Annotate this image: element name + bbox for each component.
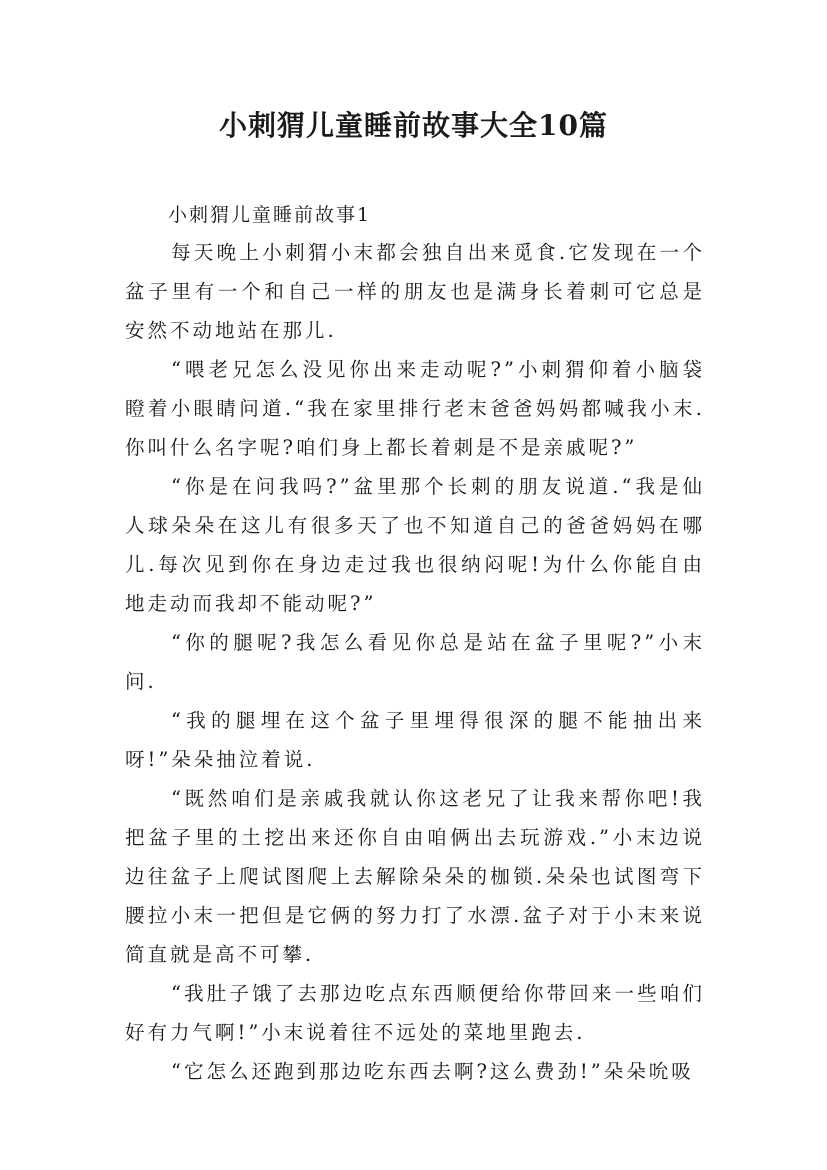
paragraph: “喂老兄怎么没见你出来走动呢?”小刺猬仰着小脑袋瞪着小眼睛问道.“我在家里排行老末爸爸妈妈都喊我小末.你叫什么名字呢?咱们身上都长着刺是不是亲戚呢?” [125,358,705,459]
paragraph: “既然咱们是亲戚我就认你这老兄了让我来帮你吧!我把盆子里的土挖出来还你自由咱俩出去玩游戏.”小末边说边往盆子上爬试图爬上去解除朵朵的枷锁.朵朵也试图弯下腰拉小末一把但是它俩的努力打了水漂.盆子对于小末来说简直就是高不可攀. [125,787,705,966]
paragraph: 每天晚上小刺猬小末都会独自出来觅食.它发现在一个盆子里有一个和自己一样的朋友也是满身长着刺可它总是安然不动地站在那儿. [125,241,705,342]
paragraph: “它怎么还跑到那边吃东西去啊?这么费劲!”朵朵吮吸 [171,1060,694,1083]
document-title: 小刺猬儿童睡前故事大全10篇 [219,109,608,142]
story-body [125,233,705,1091]
section-title: 小刺猬儿童睡前故事1 [168,204,372,226]
paragraph: “你的腿呢?我怎么看见你总是站在盆子里呢?”小末问. [125,631,705,693]
paragraph: “我的腿埋在这个盆子里埋得很深的腿不能抽出来呀!”朵朵抽泣着说. [125,709,705,771]
paragraph: “我肚子饿了去那边吃点东西顺便给你带回来一些咱们好有力气啊!”小末说着往不远处的菜地里跑去. [125,982,705,1044]
paragraph: “你是在问我吗?”盆里那个长刺的朋友说道.“我是仙人球朵朵在这儿有很多天了也不知道自己的爸爸妈妈在哪儿.每次见到你在身边走过我也很纳闷呢!为什么你能自由地走动而我却不能动呢?” [125,475,705,615]
